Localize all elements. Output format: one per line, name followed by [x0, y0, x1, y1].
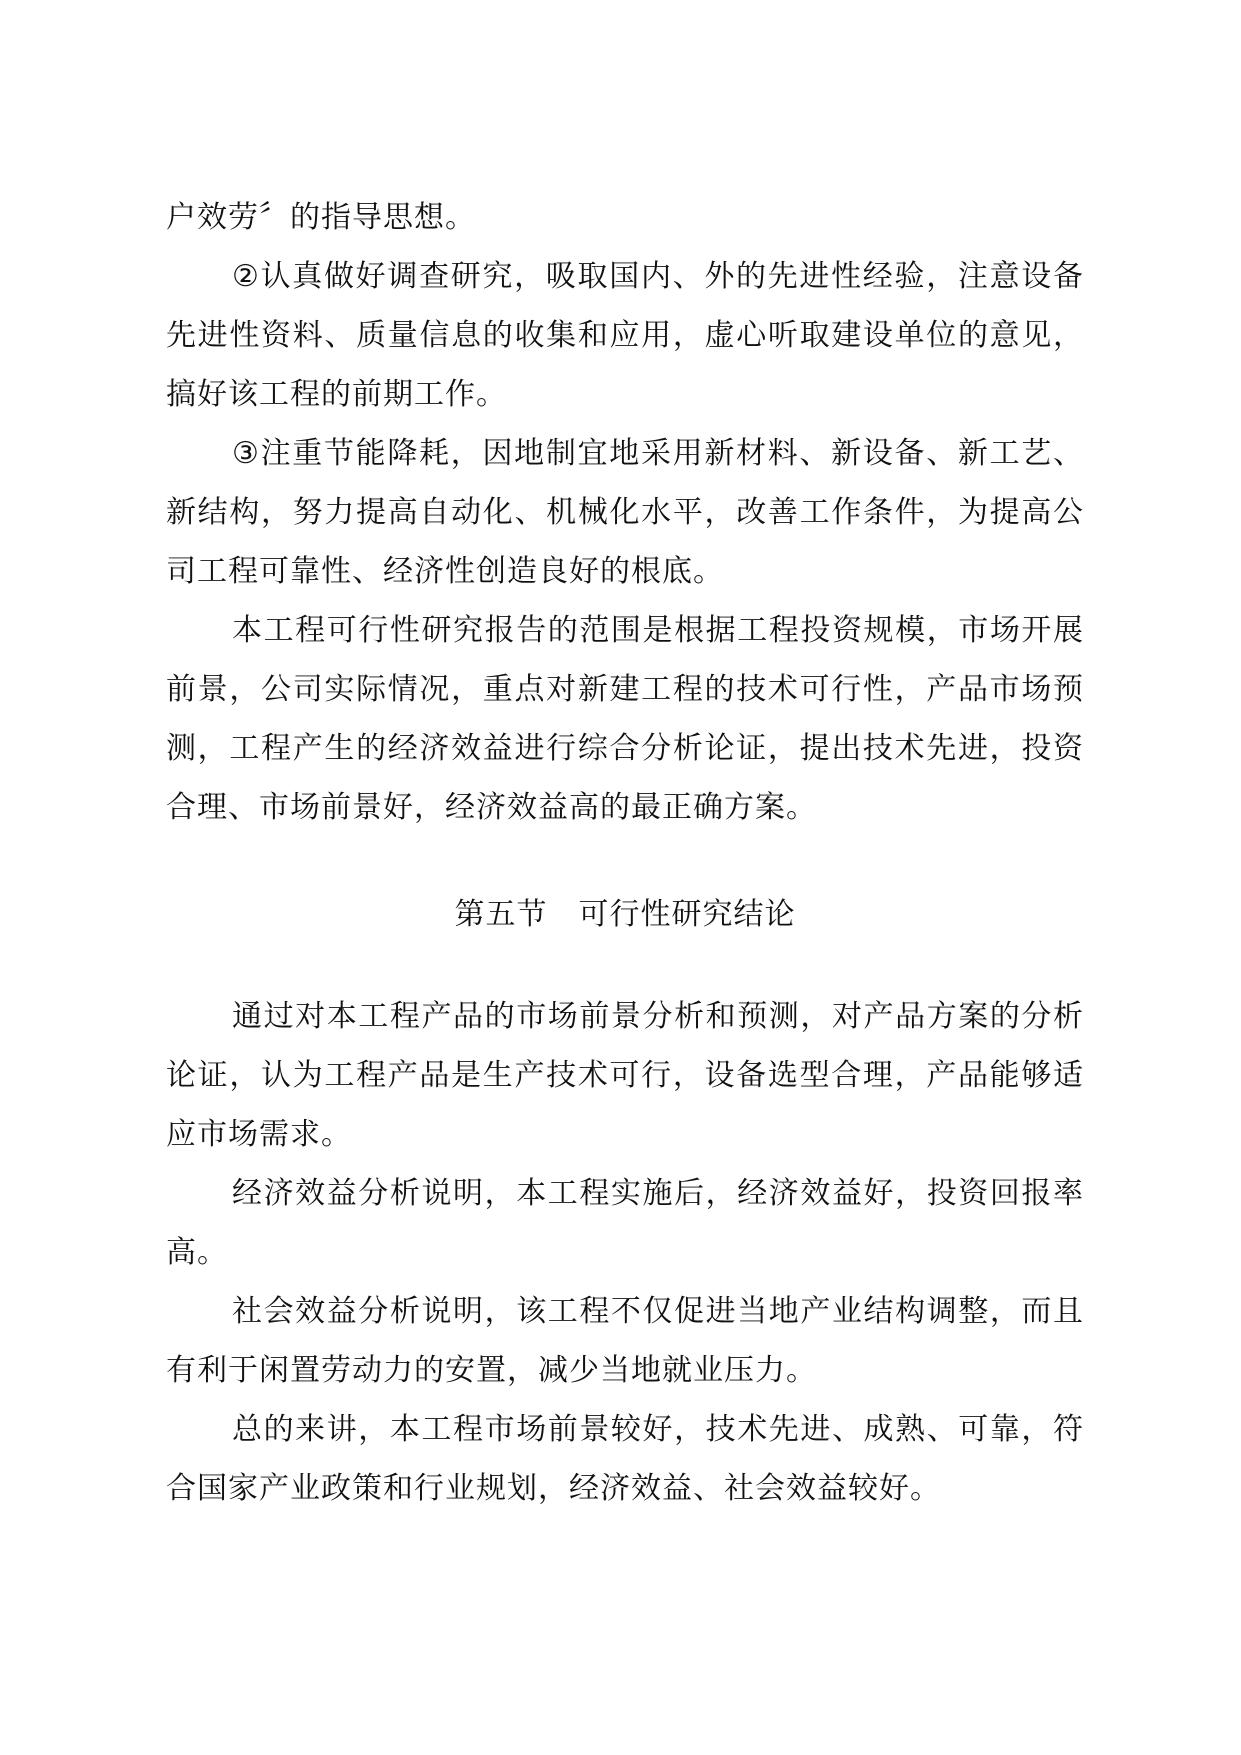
document-body [166, 188, 1084, 1518]
paragraph-overall-summary: 总的来讲，本工程市场前景较好，技术先进、成熟、可靠，符合国家产业政策和行业规划，经济效益、社会效益较好。 [166, 1412, 1084, 1506]
spacer [166, 935, 1084, 987]
spacer [166, 837, 1084, 895]
paragraph-research-principle-2: ②认真做好调查研究，吸取国内、外的先进性经验，注意设备先进性资料、质量信息的收集和应用，虚心听取建设单位的意见，搞好该工程的前期工作。 [166, 259, 1084, 412]
paragraph-social-benefit: 社会效益分析说明，该工程不仅促进当地产业结构调整，而且有利于闲置劳动力的安置，减少当地就业压力。 [166, 1294, 1084, 1388]
section-heading: 第五节 可行性研究结论 [454, 897, 796, 932]
paragraph-research-principle-3: ③注重节能降耗，因地制宜地采用新材料、新设备、新工艺、新结构，努力提高自动化、机械化水平，改善工作条件，为提高公司工程可靠性、经济性创造良好的根底。 [166, 436, 1084, 589]
paragraph-market-conclusion: 通过对本工程产品的市场前景分析和预测，对产品方案的分析论证，认为工程产品是生产技术可行，设备选型合理，产品能够适应市场需求。 [166, 999, 1084, 1152]
paragraph-report-scope: 本工程可行性研究报告的范围是根据工程投资规模，市场开展前景，公司实际情况，重点对新建工程的技术可行性，产品市场预测，工程产生的经济效益进行综合分析论证，提出技术先进，投资合理、市场前景好，经济效益高的最正确方案。 [166, 613, 1084, 825]
paragraph-guiding-idea-end: 户效劳〞的指导思想。 [166, 200, 476, 235]
paragraph-economic-benefit: 经济效益分析说明，本工程实施后，经济效益好，投资回报率高。 [166, 1176, 1084, 1270]
